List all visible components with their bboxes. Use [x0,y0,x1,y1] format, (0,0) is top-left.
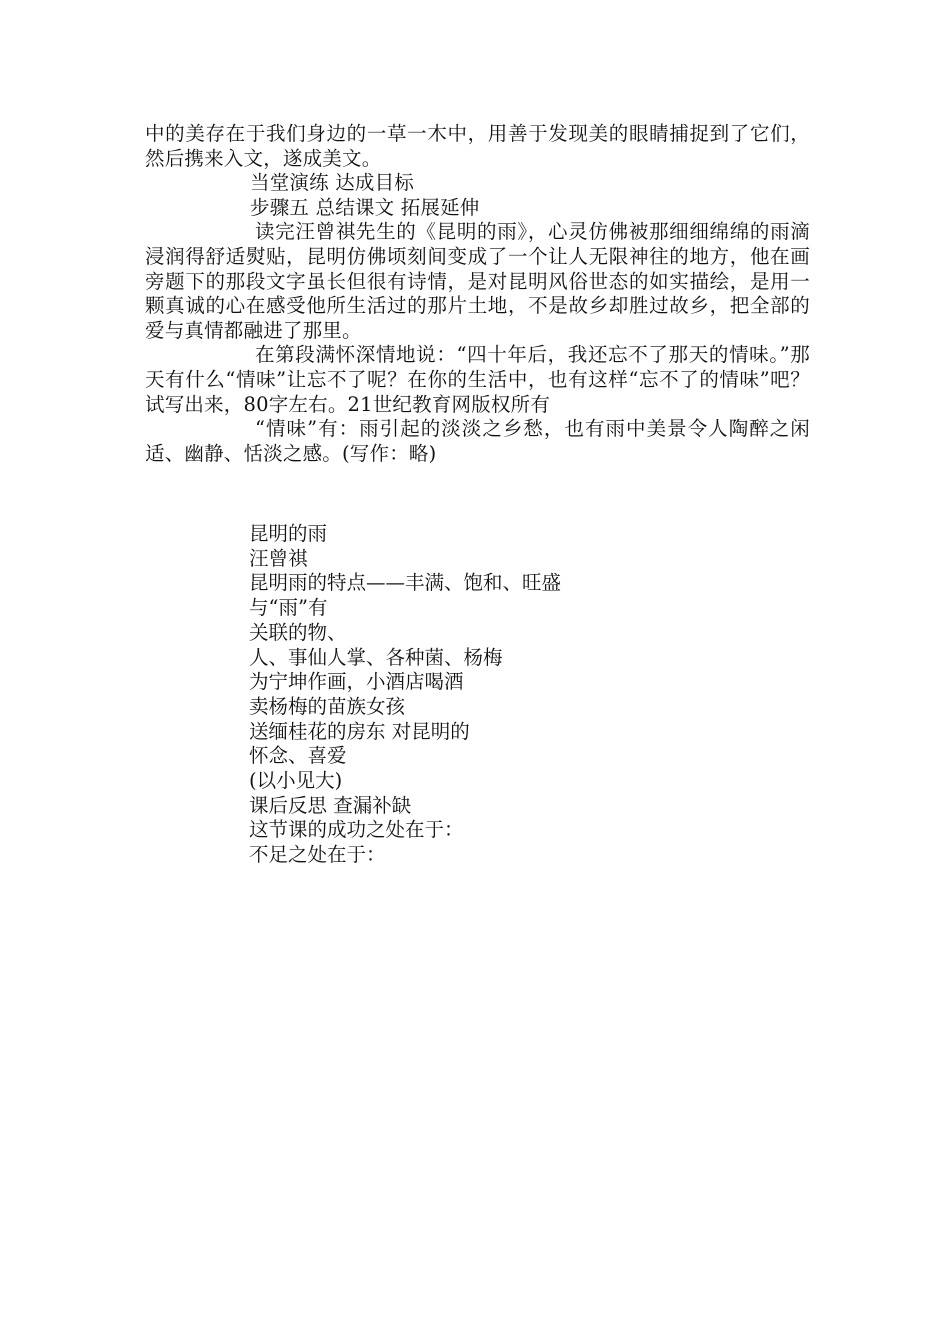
outline-line: 汪曾祺 [249,546,308,570]
outline-line: 卖杨梅的苗族女孩 [249,694,406,718]
outline-line: 送缅桂花的房东 对昆明的 [249,719,470,743]
outline-line: 为宁坤作画，小酒店喝酒 [249,670,464,694]
body-text [145,122,810,466]
outline-line: 关联的物、 [249,620,347,644]
board-outline [249,522,809,868]
outline-line: 与“雨”有 [249,596,328,620]
heading-practice: 当堂演练 达成目标 [250,171,414,195]
outline-line: 昆明雨的特点——丰满、饱和、旺盛 [249,571,562,595]
paragraph-summary: 读完汪曾祺先生的《昆明的雨》，心灵仿佛被那细细绵绵的雨滴浸润得舒适熨贴，昆明仿佛顷刻间变成了一个让人无限神往的地方，他在画旁题下的那段文字虽长但很有诗情，是对昆明风俗世态的如实描绘，是用一颗真诚的心在感受他所生活过的那片土地，不是故乡却胜过故乡，把全部的爱与真情都融进了那里。 [145,220,810,342]
outline-line: 人、事仙人掌、各种菌、杨梅 [249,645,503,669]
outline-line: 昆明的雨 [249,522,328,545]
outline-line: 这节课的成功之处在于： [249,818,464,842]
outline-line: 怀念、喜爱 [249,744,347,768]
heading-step-five: 步骤五 总结课文 拓展延伸 [250,195,480,219]
outline-line: 不足之处在于： [249,843,386,867]
outline-line: 课后反思 查漏补缺 [249,793,412,817]
paragraph-answer: “情味”有：雨引起的淡淡之乡愁，也有雨中美景令人陶醉之闲适、幽静、恬淡之感。(写作：略) [145,417,810,465]
outline-line: (以小见大) [249,769,343,793]
paragraph-closing-remark: 中的美存在于我们身边的一草一木中，用善于发现美的眼睛捕捉到了它们，然后携来入文，遂成美文。 [145,122,810,170]
paragraph-exercise: 在第段满怀深情地说：“四十年后，我还忘不了那天的情味。”那天有什么“情味”让忘不了呢？在你的生活中，也有这样“忘不了的情味”吧？试写出来，80字左右。21世纪教育网版权所有 [145,343,810,416]
